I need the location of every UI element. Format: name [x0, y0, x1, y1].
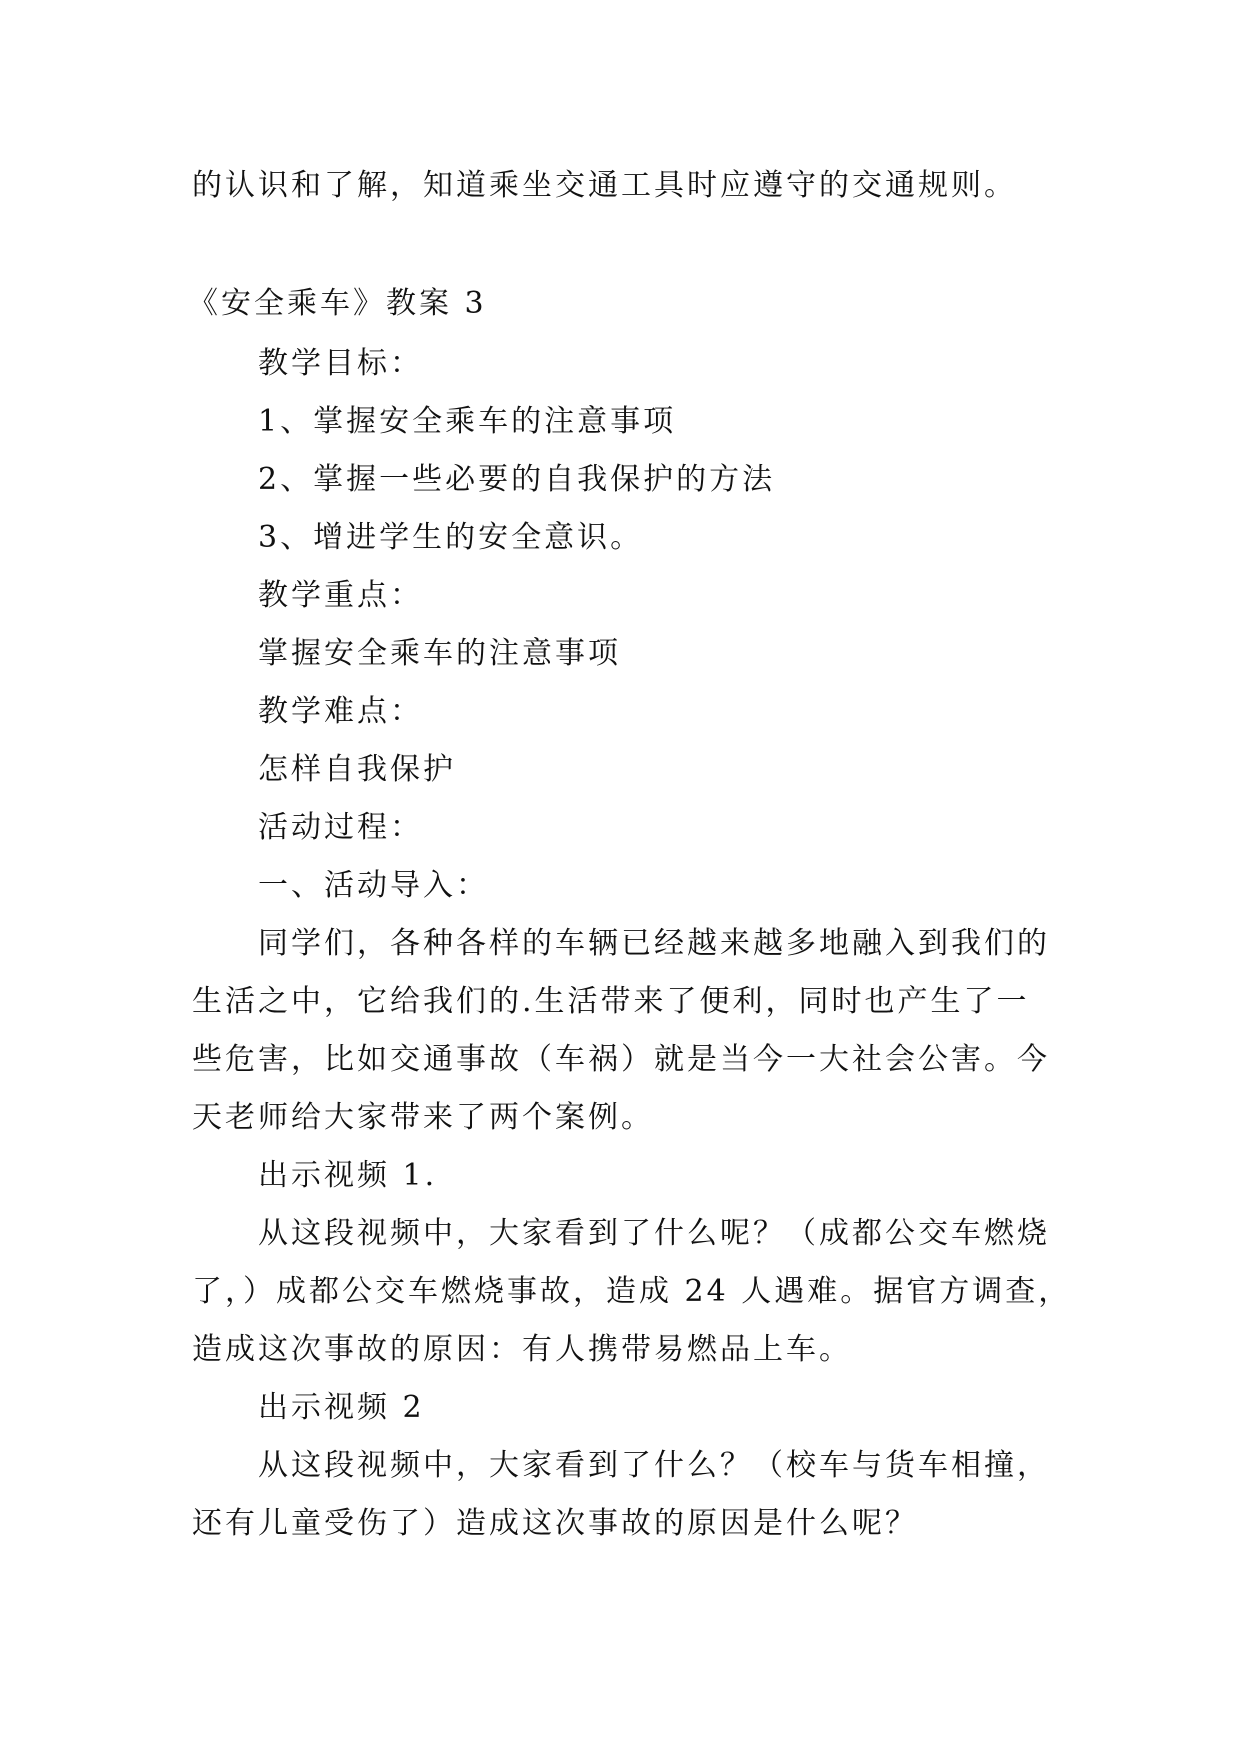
- difficulty-text: 怎样自我保护: [258, 752, 456, 787]
- intro-paragraph-line-1: 同学们，各种各样的车辆已经越来越多地融入到我们的: [258, 926, 1050, 961]
- heading-activity-process: 活动过程：: [258, 810, 423, 845]
- heading-teaching-goals: 教学目标：: [258, 346, 423, 381]
- goal-item-2: 2、掌握一些必要的自我保护的方法: [258, 462, 776, 497]
- heading-difficulties: 教学难点：: [258, 694, 423, 729]
- video-1-paragraph-line-2: 了，）成都公交车燃烧事故，造成 24 人遇难。据官方调查，: [192, 1274, 1072, 1309]
- intro-paragraph-line-3: 些危害，比如交通事故（车祸）就是当今一大社会公害。今: [192, 1042, 1050, 1077]
- section-title: 《安全乘车》教案 3: [188, 286, 487, 321]
- video-1-paragraph-line-3: 造成这次事故的原因：有人携带易燃品上车。: [192, 1332, 852, 1367]
- video-1-paragraph-line-1: 从这段视频中，大家看到了什么呢？（成都公交车燃烧: [258, 1216, 1050, 1251]
- intro-paragraph-line-4: 天老师给大家带来了两个案例。: [192, 1100, 654, 1135]
- goal-item-1: 1、掌握安全乘车的注意事项: [258, 404, 677, 439]
- show-video-2: 出示视频 2: [258, 1390, 425, 1425]
- goal-item-3: 3、增进学生的安全意识。: [258, 520, 644, 555]
- key-point-text: 掌握安全乘车的注意事项: [258, 636, 621, 671]
- heading-activity-intro: 一、活动导入：: [258, 868, 489, 903]
- continued-paragraph-line: 的认识和了解，知道乘坐交通工具时应遵守的交通规则。: [192, 168, 1017, 203]
- video-2-paragraph-line-1: 从这段视频中，大家看到了什么？（校车与货车相撞，: [258, 1448, 1050, 1483]
- video-2-paragraph-line-2: 还有儿童受伤了）造成这次事故的原因是什么呢？: [192, 1506, 918, 1541]
- heading-key-points: 教学重点：: [258, 578, 423, 613]
- show-video-1: 出示视频 1.: [258, 1158, 438, 1193]
- intro-paragraph-line-2: 生活之中，它给我们的.生活带来了便利，同时也产生了一: [192, 984, 1030, 1019]
